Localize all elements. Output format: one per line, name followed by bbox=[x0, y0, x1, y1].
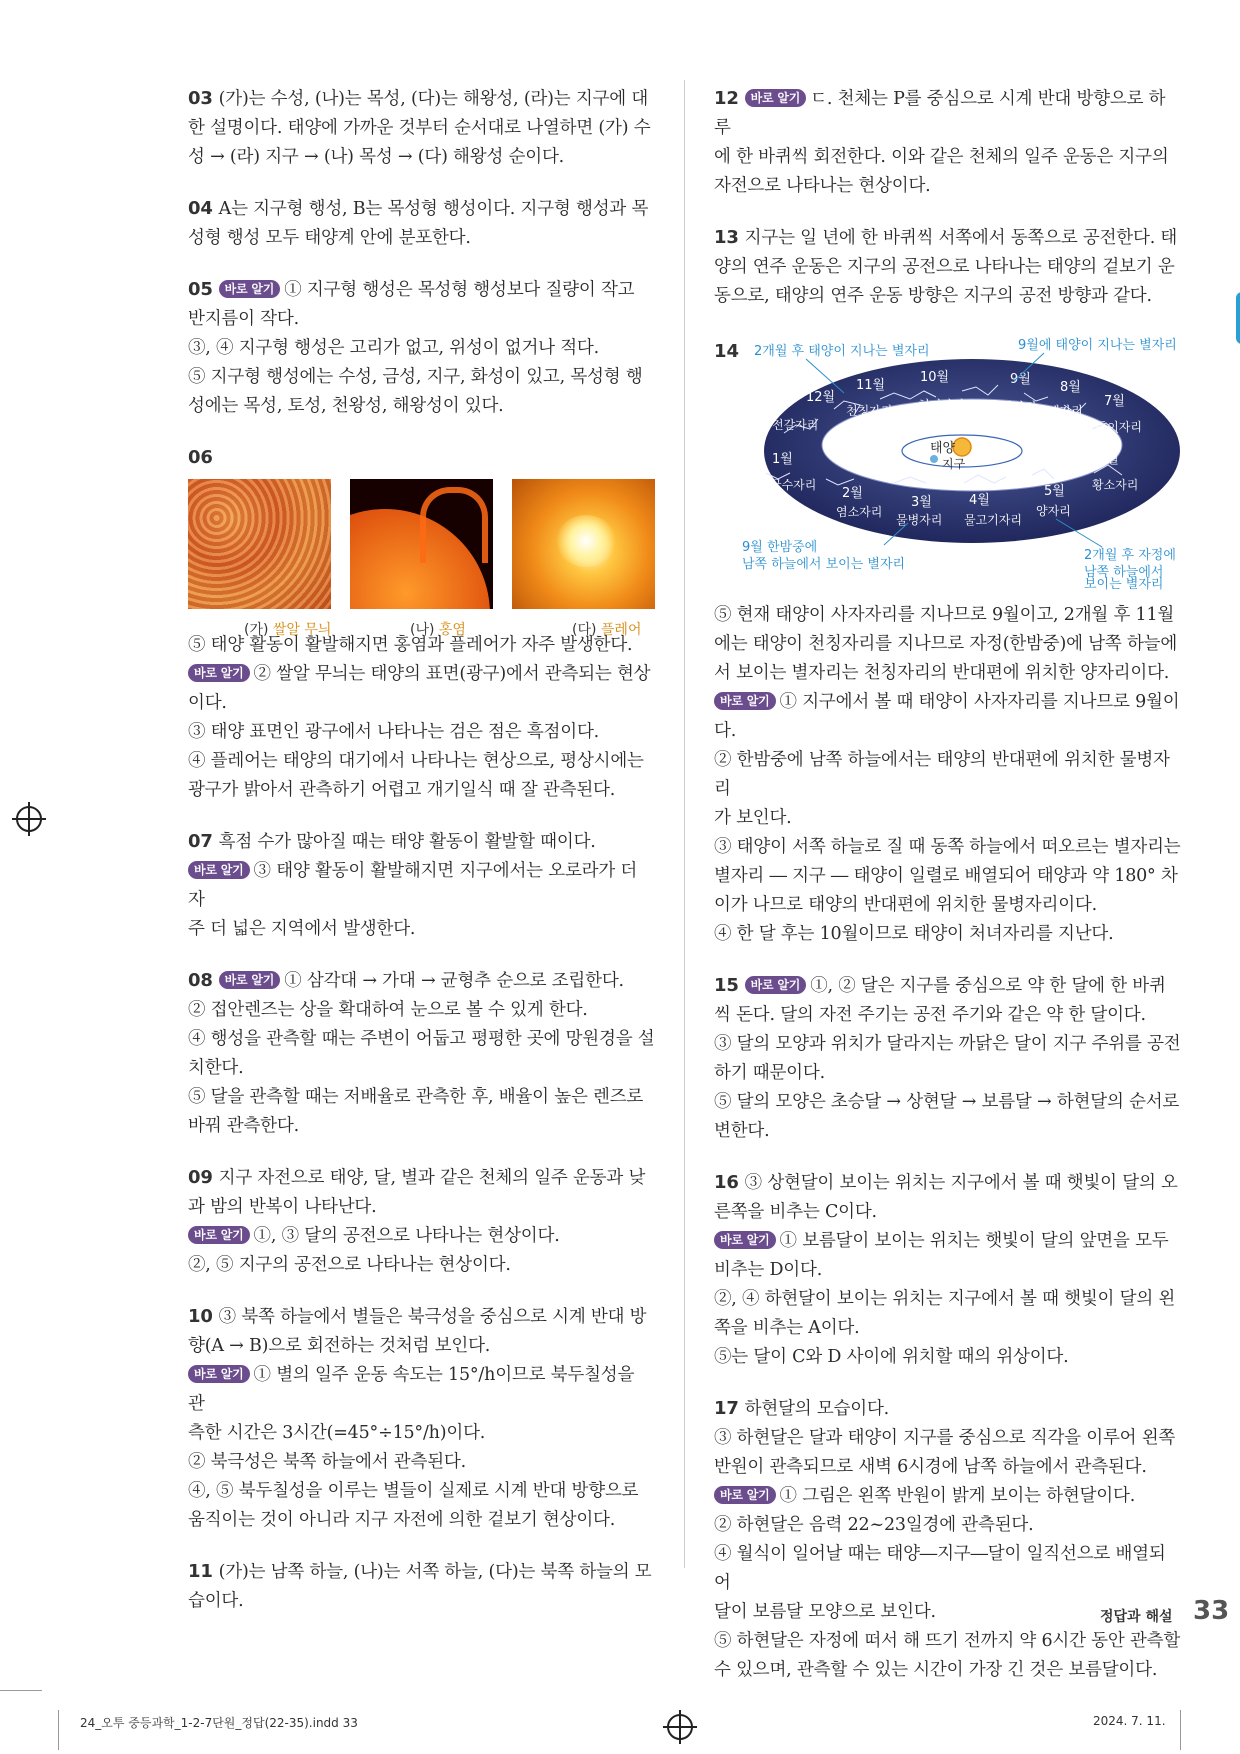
print-file-info: 24_오투 중등과학_1-2-7단원_정답(22-35).indd 33 bbox=[80, 1716, 358, 1730]
text-line: 과 밤의 반복이 나타난다. bbox=[188, 1197, 377, 1217]
answer-05 bbox=[188, 275, 656, 421]
text-line: 에 한 바퀴씩 회전한다. 이와 같은 천체의 일주 운동은 지구의 bbox=[714, 147, 1169, 167]
text-line: 지구는 일 년에 한 바퀴씩 서쪽에서 동쪽으로 공전한다. 태 bbox=[744, 228, 1178, 248]
text-line: 씩 돈다. 달의 자전 주기는 공전 주기와 같은 약 한 달이다. bbox=[714, 1005, 1146, 1025]
text-line: 변한다. bbox=[714, 1121, 770, 1141]
answer-03 bbox=[188, 84, 656, 172]
quick-check-badge: 바로 알기 bbox=[745, 976, 807, 994]
text-line: ② 한밤중에 남쪽 하늘에서는 태양의 반대편에 위치한 물병자리 bbox=[714, 750, 1170, 799]
zodiac-diagram bbox=[714, 333, 1184, 583]
question-number: 04 bbox=[188, 198, 213, 219]
quick-check-badge: 바로 알기 bbox=[745, 89, 807, 107]
text-line: ① 별의 일주 운동 속도는 15°/h이므로 북두칠성을 관 bbox=[188, 1365, 635, 1414]
question-number: 13 bbox=[714, 227, 739, 248]
answer-17 bbox=[714, 1394, 1182, 1685]
flare-photo bbox=[512, 479, 655, 609]
crop-mark bbox=[58, 1710, 59, 1750]
granulation-photo bbox=[188, 479, 331, 609]
answer-12 bbox=[714, 84, 1182, 201]
callout-next-sun-constellation: 2개월 후 태양이 지나는 별자리 bbox=[754, 344, 930, 359]
text-line: ③ 태양 표면인 광구에서 나타나는 검은 점은 흑점이다. bbox=[188, 722, 600, 742]
callout-two-months-midnight: 남쪽 하늘에서 bbox=[1084, 565, 1164, 580]
text-line: 지구 자전으로 태양, 달, 별과 같은 천체의 일주 운동과 낮 bbox=[218, 1168, 646, 1188]
question-number: 10 bbox=[188, 1306, 213, 1327]
text-line: ③ 태양 활동이 활발해지면 지구에서는 오로라가 더 자 bbox=[188, 861, 638, 910]
sun-photos bbox=[188, 479, 656, 669]
month-label: 4월 bbox=[969, 493, 990, 508]
answer-10 bbox=[188, 1302, 656, 1535]
question-number: 17 bbox=[714, 1398, 739, 1419]
registration-mark bbox=[16, 806, 42, 832]
text-line: ⑤ 달을 관측할 때는 저배율로 관측한 후, 배율이 높은 렌즈로 bbox=[188, 1087, 644, 1107]
callout-september-midnight: 남쪽 하늘에서 보이는 별자리 bbox=[742, 557, 906, 572]
text-line: ③, ④ 지구형 행성은 고리가 없고, 위성이 없거나 적다. bbox=[188, 338, 599, 358]
question-number: 09 bbox=[188, 1167, 213, 1188]
text-line: (가)는 남쪽 하늘, (나)는 서쪽 하늘, (다)는 북쪽 하늘의 모 bbox=[218, 1562, 652, 1582]
right-column bbox=[714, 84, 1182, 1685]
text-line: ② 접안렌즈는 상을 확대하여 눈으로 볼 수 있게 한다. bbox=[188, 1000, 588, 1020]
text-line: ① 지구형 행성은 목성형 행성보다 질량이 작고 bbox=[284, 280, 635, 300]
month-label: 8월 bbox=[1060, 380, 1081, 395]
text-line: 주 더 넓은 지역에서 발생한다. bbox=[188, 919, 416, 939]
photo-caption: (나) 홍염 bbox=[410, 622, 466, 638]
constellation-label: 전갈자리 bbox=[772, 418, 819, 432]
prominence-photo bbox=[350, 479, 493, 609]
quick-check-badge: 바로 알기 bbox=[714, 692, 776, 710]
constellation-label: 물고기자리 bbox=[964, 513, 1022, 527]
answer-09 bbox=[188, 1163, 656, 1280]
callout-september-midnight: 9월 한밤중에 bbox=[742, 540, 818, 555]
month-label: 1월 bbox=[772, 452, 793, 467]
text-line: 양의 연주 운동은 지구의 공전으로 나타나는 태양의 겉보기 운 bbox=[714, 257, 1175, 277]
text-line: ② 쌀알 무늬는 태양의 표면(광구)에서 관측되는 현상 bbox=[253, 664, 651, 684]
print-date: 2024. 7. 11. bbox=[1093, 1714, 1166, 1728]
text-line: 서 보이는 별자리는 천칭자리의 반대편에 위치한 양자리이다. bbox=[714, 663, 1170, 683]
constellation-label: 사자자리 bbox=[990, 400, 1037, 414]
answer-15 bbox=[714, 971, 1182, 1146]
text-line: ①, ② 달은 지구를 중심으로 약 한 달에 한 바퀴 bbox=[810, 976, 1166, 996]
text-line: ① 삼각대 → 가대 → 균형추 순으로 조립한다. bbox=[284, 971, 624, 991]
text-line: 른쪽을 비추는 C이다. bbox=[714, 1202, 877, 1222]
answer-16 bbox=[714, 1168, 1182, 1372]
text-line: ② 하현달은 음력 22~23일경에 관측된다. bbox=[714, 1515, 1034, 1535]
constellation-label: 염소자리 bbox=[836, 505, 883, 519]
answer-08 bbox=[188, 966, 656, 1141]
text-line: 동으로, 태양의 연주 운동 방향은 지구의 공전 방향과 같다. bbox=[714, 286, 1152, 306]
quick-check-badge: 바로 알기 bbox=[714, 1486, 776, 1504]
text-line: 이가 나므로 태양의 반대편에 위치한 물병자리이다. bbox=[714, 895, 1097, 915]
crop-mark bbox=[1180, 1710, 1181, 1750]
text-line: ⑤는 달이 C와 D 사이에 위치할 때의 위상이다. bbox=[714, 1347, 1069, 1367]
text-line: ⑤ 태양 활동이 활발해지면 홍염과 플레어가 자주 발생한다. bbox=[188, 635, 633, 655]
text-line: ⑤ 하현달은 자정에 떠서 해 뜨기 전까지 약 6시간 동안 관측할 bbox=[714, 1631, 1181, 1651]
constellation-label: 양자리 bbox=[1036, 504, 1071, 518]
text-line: ③ 하현달은 달과 태양이 지구를 중심으로 직각을 이루어 왼쪽 bbox=[714, 1428, 1176, 1448]
quick-check-badge: 바로 알기 bbox=[188, 1365, 250, 1383]
text-line: ③ 달의 모양과 위치가 달라지는 까닭은 달이 지구 주위를 공전 bbox=[714, 1034, 1181, 1054]
text-line: 가 보인다. bbox=[714, 808, 792, 828]
text-line: 치한다. bbox=[188, 1058, 244, 1078]
text-line: 이다. bbox=[188, 693, 227, 713]
question-number: 03 bbox=[188, 88, 213, 109]
text-line: 바꿔 관측한다. bbox=[188, 1116, 299, 1136]
text-line: 하기 때문이다. bbox=[714, 1063, 825, 1083]
constellation-label: 궁수자리 bbox=[770, 478, 817, 492]
constellation-label: 천칭자리 bbox=[846, 404, 893, 418]
question-number: 06 bbox=[188, 447, 213, 468]
sun-label: 태양 bbox=[930, 441, 956, 456]
month-label: 10월 bbox=[920, 370, 950, 385]
text-line: ③ 북쪽 하늘에서 별들은 북극성을 중심으로 시계 반대 방 bbox=[218, 1307, 647, 1327]
sun-icon bbox=[953, 438, 971, 456]
text-line: 비추는 D이다. bbox=[714, 1260, 823, 1280]
constellation-label: 쌍둥이자리 bbox=[1084, 420, 1142, 434]
text-line: 향(A → B)으로 회전하는 것처럼 보인다. bbox=[188, 1336, 491, 1356]
text-line: 움직이는 것이 아니라 지구 자전에 의한 겉보기 현상이다. bbox=[188, 1510, 616, 1530]
text-line: 하현달의 모습이다. bbox=[744, 1399, 890, 1419]
photo-caption: (다) 플레어 bbox=[572, 622, 642, 638]
question-number: 11 bbox=[188, 1561, 213, 1582]
month-label: 3월 bbox=[911, 495, 932, 510]
quick-check-badge: 바로 알기 bbox=[188, 1226, 250, 1244]
question-number: 07 bbox=[188, 831, 213, 852]
constellation-label: 처녀자리 bbox=[918, 398, 965, 412]
text-line: ① 그림은 왼쪽 반원이 밝게 보이는 하현달이다. bbox=[779, 1486, 1136, 1506]
text-line: (가)는 수성, (나)는 목성, (다)는 해왕성, (라)는 지구에 대 bbox=[218, 89, 649, 109]
answer-13 bbox=[714, 223, 1182, 311]
quick-check-badge: 바로 알기 bbox=[219, 971, 281, 989]
text-line: 에는 태양이 천칭자리를 지나므로 자정(한밤중)에 남쪽 하늘에 bbox=[714, 634, 1178, 654]
month-label: 7월 bbox=[1104, 394, 1125, 409]
page-number: 33 bbox=[1193, 1596, 1230, 1626]
text-line: 광구가 밝아서 관측하기 어렵고 개기일식 때 잘 관측된다. bbox=[188, 780, 616, 800]
text-line: ① 보름달이 보이는 위치는 햇빛이 달의 앞면을 모두 bbox=[779, 1231, 1169, 1251]
section-label: 정답과 해설 bbox=[1100, 1609, 1173, 1625]
text-line: 흑점 수가 많아질 때는 태양 활동이 활발할 때이다. bbox=[218, 832, 596, 852]
month-label: 12월 bbox=[806, 390, 836, 405]
text-line: ② 북극성은 북쪽 하늘에서 관측된다. bbox=[188, 1452, 466, 1472]
question-number: 12 bbox=[714, 88, 739, 109]
question-number: 15 bbox=[714, 975, 739, 996]
text-line: 쪽을 비추는 A이다. bbox=[714, 1318, 860, 1338]
constellation-label: 게자리 bbox=[1048, 404, 1083, 418]
text-line: 한 설명이다. 태양에 가까운 것부터 순서대로 나열하면 (가) 수 bbox=[188, 118, 651, 138]
text-line: ㄷ. 천체는 P를 중심으로 시계 반대 방향으로 하루 bbox=[714, 89, 1166, 138]
text-line: ④, ⑤ 북두칠성을 이루는 별들이 실제로 시계 반대 방향으로 bbox=[188, 1481, 639, 1501]
text-line: ④ 월식이 일어날 때는 태양―지구―달이 일직선으로 배열되어 bbox=[714, 1544, 1166, 1593]
answer-04 bbox=[188, 194, 656, 253]
registration-mark bbox=[667, 1714, 693, 1740]
constellation-label: 물병자리 bbox=[896, 513, 943, 527]
text-line: ④ 한 달 후는 10월이므로 태양이 처녀자리를 지난다. bbox=[714, 924, 1114, 944]
quick-check-badge: 바로 알기 bbox=[219, 280, 281, 298]
text-line: 수 있으며, 관측할 수 있는 시간이 가장 긴 것은 보름달이다. bbox=[714, 1660, 1158, 1680]
text-line: ① 지구에서 볼 때 태양이 사자자리를 지나므로 9월이다. bbox=[714, 692, 1180, 741]
month-label: 6월 bbox=[1098, 452, 1119, 467]
text-line: ④ 플레어는 태양의 대기에서 나타나는 현상으로, 평상시에는 bbox=[188, 751, 644, 771]
text-line: ②, ④ 하현달이 보이는 위치는 지구에서 볼 때 햇빛이 달의 왼 bbox=[714, 1289, 1176, 1309]
text-line: 측한 시간은 3시간(=45°÷15°/h)이다. bbox=[188, 1423, 486, 1443]
earth-label: 지구 bbox=[942, 457, 966, 471]
earth-icon bbox=[930, 455, 938, 463]
text-line: A는 지구형 행성, B는 목성형 행성이다. 지구형 행성과 목 bbox=[218, 199, 649, 219]
month-label: 9월 bbox=[1010, 372, 1031, 387]
month-label: 11월 bbox=[856, 378, 886, 393]
quick-check-badge: 바로 알기 bbox=[188, 664, 250, 682]
text-line: 반지름이 작다. bbox=[188, 309, 299, 329]
answer-14: 14 태양 지구 1월 2월 3월 4월 5월 6월 7월 8월 9월 10월 11월 12월 궁수자리 염소자리 물병자리 물고기자리 양자리 황소자리 쌍둥이자리 게자리 사자자리 처녀자리 천칭자리 전갈자리 2개월 후 태양이 지나는 별자리 9월에 태양이 지나는 별자리 9월 한밤중에 남쪽 하늘에서 보이는 별자리 2개월 후 자정에 남쪽 하늘에서 보이는 별자리 ⑤ 현재 태양이 사자자리를 지나므로 9월이고, 2개월 후 11월 에는 태양이 천칭자리를 지나므로 자정(한밤중)에 남쪽 하늘에 서 보이는 별자리는 천칭자리의 반대편에 위치한 양자리이다. 바로 알기 ① 지구에서 볼 때 태양이 사자자리를 지나므로 9월이다. ② 한밤중에 남쪽 하늘에서는 태양의 반대편에 위치한 물병자리 가 보인다. ③ 태양이 서쪽 하늘로 질 때 동쪽 하늘에서 떠오르는 별자리는 별자리 ― 지구 ― 태양이 일렬로 배열되어 태양과 약 180° 차 이가 나므로 태양의 반대편에 위치한 물병자리이다. ④ 한 달 후는 10월이므로 태양이 처녀자리를 지난다. bbox=[714, 333, 1182, 949]
month-label: 2월 bbox=[842, 486, 863, 501]
month-label: 5월 bbox=[1044, 484, 1065, 499]
text-line: 성에는 목성, 토성, 천왕성, 해왕성이 있다. bbox=[188, 396, 504, 416]
question-number: 14 bbox=[714, 341, 740, 362]
text-line: 달이 보름달 모양으로 보인다. bbox=[714, 1602, 936, 1622]
answer-07 bbox=[188, 827, 656, 944]
text-line: 습이다. bbox=[188, 1591, 244, 1611]
crop-mark bbox=[0, 1690, 42, 1691]
text-line: ⑤ 현재 태양이 사자자리를 지나므로 9월이고, 2개월 후 11월 bbox=[714, 605, 1175, 625]
left-column bbox=[188, 84, 656, 1616]
photo-caption: (가) 쌀알 무늬 bbox=[244, 622, 332, 638]
text-line: ⑤ 지구형 행성에는 수성, 금성, 지구, 화성이 있고, 목성형 행 bbox=[188, 367, 643, 387]
text-line: 별자리 ― 지구 ― 태양이 일렬로 배열되어 태양과 약 180° 차 bbox=[714, 866, 1178, 886]
chapter-edge-tab bbox=[1236, 292, 1240, 344]
text-line: ③ 태양이 서쪽 하늘로 질 때 동쪽 하늘에서 떠오르는 별자리는 bbox=[714, 837, 1181, 857]
text-line: ①, ③ 달의 공전으로 나타나는 현상이다. bbox=[253, 1226, 560, 1246]
question-number: 08 bbox=[188, 970, 213, 991]
callout-two-months-midnight: 2개월 후 자정에 bbox=[1084, 548, 1176, 563]
text-line: ⑤ 달의 모양은 초승달 → 상현달 → 보름달 → 하현달의 순서로 bbox=[714, 1092, 1180, 1112]
text-line: 반원이 관측되므로 새벽 6시경에 남쪽 하늘에서 관측된다. bbox=[714, 1457, 1147, 1477]
constellation-label: 황소자리 bbox=[1092, 478, 1139, 492]
text-line: 성 → (라) 지구 → (나) 목성 → (다) 해왕성 순이다. bbox=[188, 147, 565, 167]
question-number: 16 bbox=[714, 1172, 739, 1193]
callout-september-sun-constellation: 9월에 태양이 지나는 별자리 bbox=[1018, 338, 1177, 353]
text-line: ④ 행성을 관측할 때는 주변이 어둡고 평평한 곳에 망원경을 설 bbox=[188, 1029, 655, 1049]
text-line: ②, ⑤ 지구의 공전으로 나타나는 현상이다. bbox=[188, 1255, 511, 1275]
text-line: ③ 상현달이 보이는 위치는 지구에서 볼 때 햇빛이 달의 오 bbox=[744, 1173, 1178, 1193]
text-line: 성형 행성 모두 태양계 안에 분포한다. bbox=[188, 228, 471, 248]
quick-check-badge: 바로 알기 bbox=[714, 1231, 776, 1249]
column-divider bbox=[684, 80, 685, 1568]
quick-check-badge: 바로 알기 bbox=[188, 861, 250, 879]
question-number: 05 bbox=[188, 279, 213, 300]
text-line: 자전으로 나타나는 현상이다. bbox=[714, 176, 931, 196]
zodiac-figure bbox=[714, 333, 1184, 583]
answer-06 bbox=[188, 443, 656, 805]
answer-11 bbox=[188, 1557, 656, 1616]
